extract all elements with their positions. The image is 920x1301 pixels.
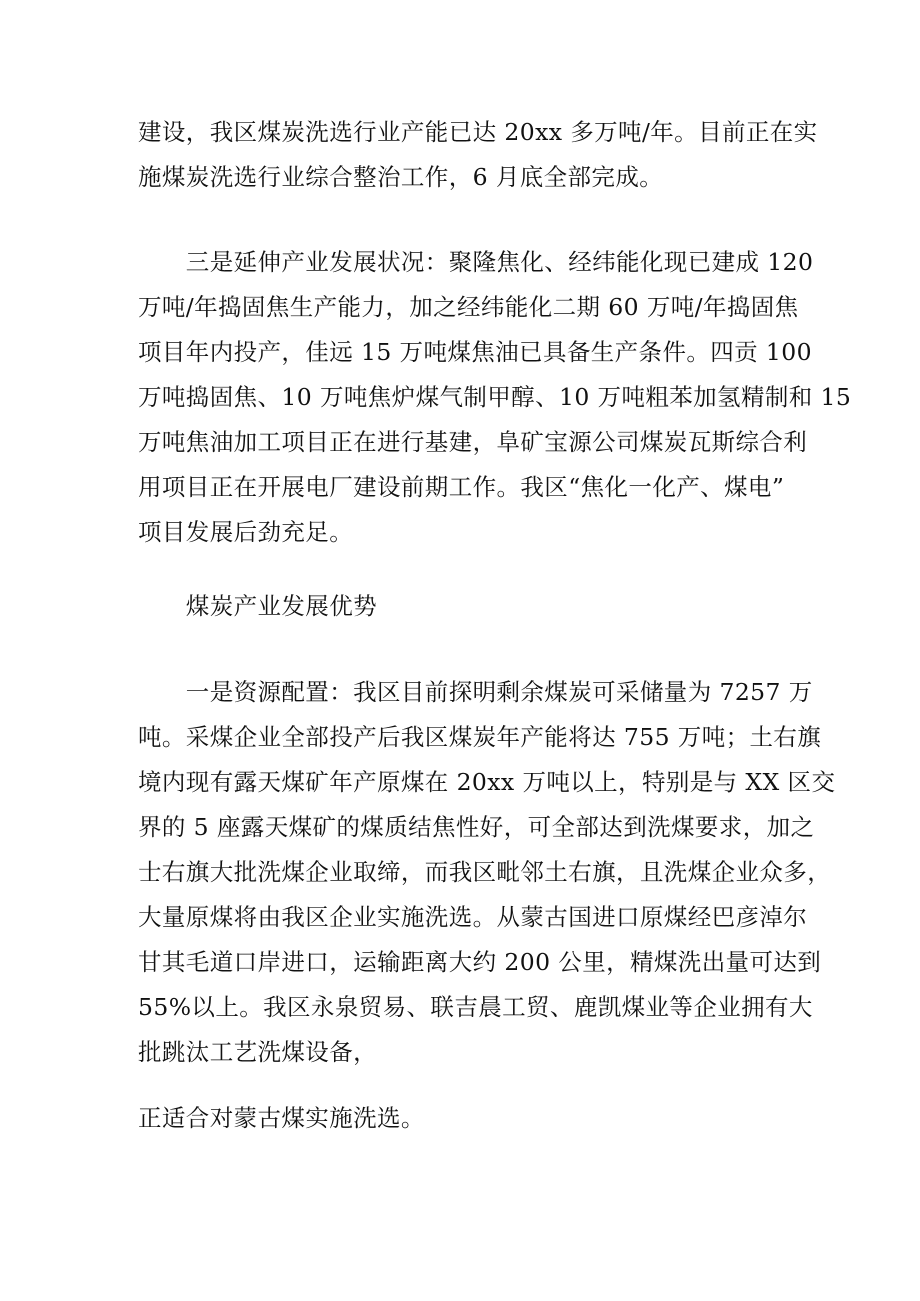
section-heading — [138, 584, 788, 629]
text-line: 55%以上。我区永泉贸易、联吉晨工贸、鹿凯煤业等企业拥有大 — [138, 993, 813, 1021]
paragraph-resource-allocation — [138, 670, 836, 1075]
text-line: 建设，我区煤炭洗选行业产能已达 20xx 多万吨/年。目前正在实 — [138, 118, 818, 146]
text-line: 三是延伸产业发展状况：聚隆焦化、经纬能化现已建成 120 — [138, 248, 814, 276]
text-line: 正适合对蒙古煤实施洗选。 — [138, 1104, 425, 1132]
text-line: 大量原煤将由我区企业实施洗选。从蒙古国进口原煤经巴彦淖尔 — [138, 903, 808, 931]
paragraph-extended-industry — [138, 240, 852, 555]
text-line: 用项目正在开展电厂建设前期工作。我区“焦化一化产、煤电” — [138, 473, 785, 501]
text-line: 批跳汰工艺洗煤设备， — [138, 1038, 377, 1066]
text-line: 万吨/年捣固焦生产能力，加之经纬能化二期 60 万吨/年捣固焦 — [138, 293, 799, 321]
paragraph-conclusion — [138, 1096, 788, 1141]
paragraph-coal-washing-capacity — [138, 110, 818, 200]
heading-text: 煤炭产业发展优势 — [138, 592, 377, 620]
text-line: 一是资源配置：我区目前探明剩余煤炭可采储量为 7257 万 — [138, 678, 813, 706]
text-line: 万吨焦油加工项目正在进行基建，阜矿宝源公司煤炭瓦斯综合利 — [138, 428, 808, 456]
text-line: 项目发展后劲充足。 — [138, 518, 354, 546]
text-line: 士右旗大批洗煤企业取缔，而我区毗邻土右旗，且洗煤企业众多， — [138, 858, 832, 886]
text-line: 甘其毛道口岸进口，运输距离大约 200 公里，精煤洗出量可达到 — [138, 948, 822, 976]
text-line: 界的 5 座露天煤矿的煤质结焦性好，可全部达到洗煤要求，加之 — [138, 813, 815, 841]
text-line: 万吨捣固焦、10 万吨焦炉煤气制甲醇、10 万吨粗苯加氢精制和 15 — [138, 383, 852, 411]
text-line: 境内现有露天煤矿年产原煤在 20xx 万吨以上，特别是与 XX 区交 — [138, 768, 836, 796]
text-line: 吨。采煤企业全部投产后我区煤炭年产能将达 755 万吨；土右旗 — [138, 723, 822, 751]
text-line: 项目年内投产，佳远 15 万吨煤焦油已具备生产条件。四贡 100 — [138, 338, 812, 366]
text-line: 施煤炭洗选行业综合整治工作，6 月底全部完成。 — [138, 163, 664, 191]
